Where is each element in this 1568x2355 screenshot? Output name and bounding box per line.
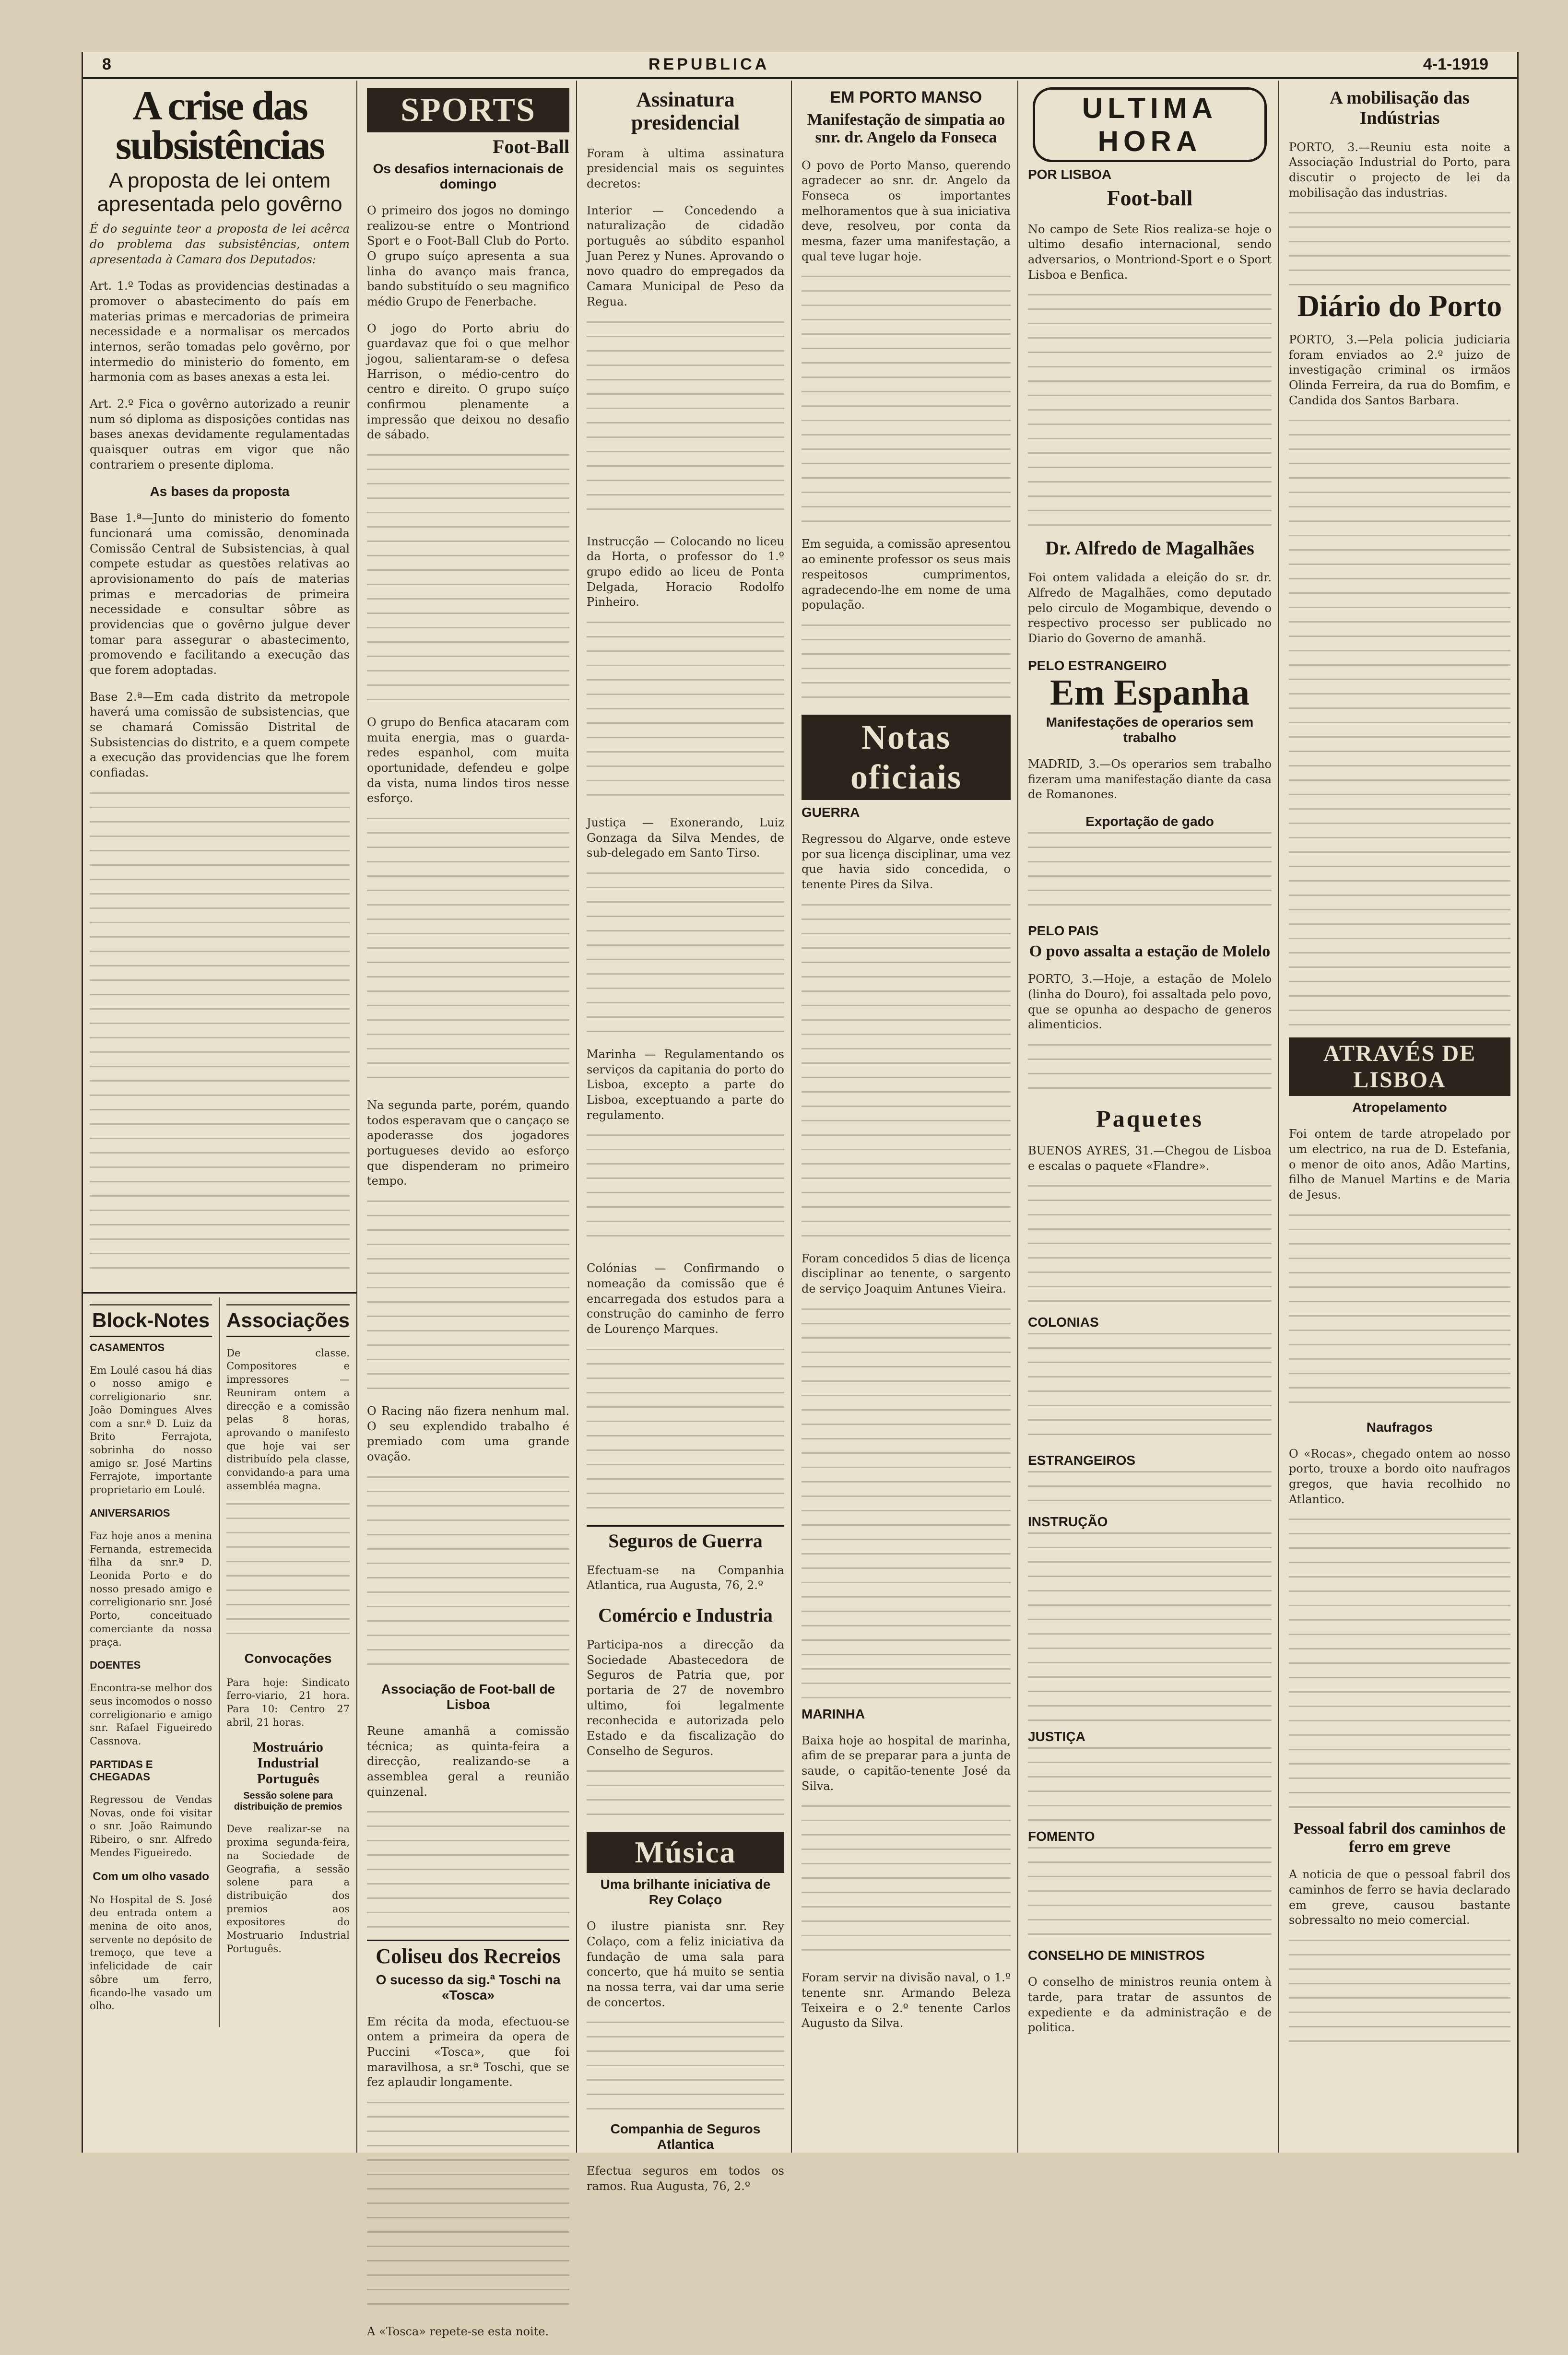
olho-vasado-text: No Hospital de S. José deu entrada ontem a menina de oito anos, servente no depósito de tremoço, que teve a infelicidade de cair sôbre um ferro, ficando-lhe vasado um olho. xyxy=(90,1894,212,2012)
aniversarios-text: Faz hoje anos a menina Fernanda, estremecida filha da snr.ª D. Leonida Porto e do nosso presado amigo e correligionario snr. José Porto, conceituado comerciante da nossa praça. xyxy=(90,1530,212,1648)
coliseu-end: A «Tosca» repete-se esta noite. xyxy=(367,2324,549,2338)
newspaper-page xyxy=(82,52,1519,2338)
column-5 xyxy=(1021,81,1279,2153)
sports-paragraph: O jogo do Porto abriu do guardavaz que foi o que melhor jogou, salientaram-se o defesa Harrison, o médio-centro do centro e direito. O grupo suíço confirmou plenamente a impressão que deixou no desafio de sábado. xyxy=(367,321,569,442)
column-6 xyxy=(1282,81,1517,2153)
text-column-filler xyxy=(1289,1214,1510,1416)
article-paragraph: Base 2.ª—Em cada distrito da metropole haverá uma comissão de subsistencias, que se chamará Comissão Distrital de Subsistencias do distrito, e a quem compete a execução das providencias que lhe forem confiadas. xyxy=(90,690,350,779)
text-column-filler xyxy=(1028,1532,1272,1724)
text-column-filler xyxy=(802,1308,1011,1702)
column-2 xyxy=(360,81,577,2338)
article-paragraph: Base 1.ª—Junto do ministerio do fomento funcionará uma comissão, denominada Comissão Central de Subsistencias, à qual compete estudar as questões relativas ao aprovisionamento do país de materias primas e mercadorias de primeira necessidade e consultar sôbre as providencias que o govêrno julgue dever tomar para assegurar o abastecimento, promovendo e facilitando a execução das que forem adoptadas. xyxy=(90,511,350,677)
text-column-filler xyxy=(1028,1747,1272,1824)
sports-paragraph: O primeiro dos jogos no domingo realizou-se entre o Montriond Sport e o Foot-Ball Club do Porto. O grupo suíço apresenta a sua linha do avanço mais franca, bando substituído o seu magnifico médio Grupo de Fenerbache. xyxy=(367,204,569,309)
atropelamento-text: Foi ontem de tarde atropelado por um electrico, na rua de D. Estefania, o menor de oito anos, Adão Martins, filho de Manuel Martins e de Maria de Jesus. xyxy=(1289,1127,1510,1202)
text-column-filler xyxy=(1028,1044,1272,1102)
assinatura-lead: Foram à ultima assinatura presidencial mais os seguintes decretos: xyxy=(587,146,784,191)
marinha-heading: MARINHA xyxy=(802,1706,865,1721)
doentes-text: Encontra-se melhor dos seus incomodos o nosso correligionario e amigo snr. Rafael Figueiredo Cassnova. xyxy=(90,1682,212,1747)
sports-heading: SPORTS xyxy=(367,88,569,132)
fomento-heading: FOMENTO xyxy=(1028,1829,1095,1844)
text-column-filler xyxy=(1028,294,1272,534)
article-paragraph: Art. 2.º Fica o govêrno autorizado a reunir num só diploma as disposições contidas nas bases anexas devidamente regulamentadas quaisquer outras em vigor que não contrariem o presente diploma. xyxy=(90,397,350,471)
molelo-heading: O povo assalta a estação de Molelo xyxy=(1029,942,1271,960)
musica-subheading: Uma brilhante iniciativa de Rey Colaço xyxy=(600,1877,771,1908)
text-column-filler xyxy=(367,818,569,1086)
sports-paragraph: O Racing não fizera nenhum mal. O seu explendido trabalho é premiado com uma grande ovação. xyxy=(367,1404,569,1464)
text-column-filler xyxy=(226,1503,350,1647)
text-column-filler xyxy=(587,622,784,804)
convocacoes-heading: Convocações xyxy=(244,1650,332,1666)
musica-heading: Música xyxy=(587,1832,784,1873)
estrangeiro-heading: PELO ESTRANGEIRO xyxy=(1028,658,1167,673)
issue-date: 4-1-1919 xyxy=(1423,55,1488,73)
text-column-filler xyxy=(802,624,1011,711)
assinatura-paragraph: Instrucção — Colocando no liceu da Horta, o professor do 1.º grupo edido ao liceu de Ponta Delgada, Horacio Rodolfo Pinheiro. xyxy=(587,534,784,609)
coliseu-heading: Coliseu dos Recreios xyxy=(376,1944,561,1968)
text-column-filler xyxy=(90,792,350,1282)
diario-porto-text: PORTO, 3.—Pela policia judiciaria foram enviados ao 2.º juizo de investigação criminal os irmãos Olinda Ferreira, da rua do Bomfim, e Candida dos Santos Barbara. xyxy=(1289,333,1510,407)
associacoes-heading: Associações xyxy=(226,1304,350,1337)
notas-oficiais-heading: Notas oficiais xyxy=(802,715,1011,800)
text-column-filler xyxy=(1028,1471,1272,1509)
seguros-heading: Seguros de Guerra xyxy=(608,1530,763,1552)
convocacoes-text: Para hoje: Sindicato ferro-viario, 21 hora. Para 10: Centro 27 abril, 21 horas. xyxy=(226,1676,350,1728)
justica-heading: JUSTIÇA xyxy=(1028,1729,1085,1744)
olho-vasado-heading: Com um olho vasado xyxy=(93,1870,209,1883)
text-column-filler xyxy=(1289,1940,1510,2055)
comercio-heading: Comércio e Industria xyxy=(598,1604,773,1626)
musica-text: O ilustre pianista snr. Rey Colaço, com a feliz iniciativa da fundação de uma sala para concerto, que há muito se sentia na nossa terra, vai dar uma serie de concertos. xyxy=(587,1919,784,2009)
headline-crise: A crise das subsistências xyxy=(115,82,324,168)
mobilisacao-heading: A mobilisação das Indústrias xyxy=(1330,88,1470,128)
naufragos-text: O «Rocas», chegado ontem ao nosso porto, trouxe a bordo oito naufragos gregos, que havia recolhido no Atlantico. xyxy=(1289,1447,1510,1506)
guerra-text: Foram concedidos 5 dias de licença disciplinar ao tenente, o sargento de serviço Joaquim Antunes Vieira. xyxy=(802,1251,1011,1295)
masthead xyxy=(83,52,1517,79)
text-column-filler xyxy=(587,1770,784,1828)
column-3 xyxy=(580,81,792,2193)
text-column-filler xyxy=(587,2022,784,2118)
sports-paragraph: Na segunda parte, porém, quando todos esperavam que o cançaço se apoderasse dos jogadores portugueses devido ao esforço que dispenderam no primeiro tempo. xyxy=(367,1098,569,1188)
porto-manso-heading: EM PORTO MANSO xyxy=(830,88,982,106)
porto-manso-subheading: Manifestação de simpatia ao snr. dr. Angelo da Fonseca xyxy=(807,111,1005,147)
por-lisboa-heading: POR LISBOA xyxy=(1028,167,1112,182)
atropelamento-heading: Atropelamento xyxy=(1352,1100,1447,1115)
subheadline-proposta: A proposta de lei ontem apresentada pelo govêrno xyxy=(97,169,342,216)
assinatura-paragraph: Colónias — Confirmando o nomeação da comissão que é encarregada dos estudos para a construção do caminho de ferro de Lourenço Marques. xyxy=(587,1261,784,1336)
football-heading: Foot-Ball xyxy=(493,136,569,157)
section-heading: As bases da proposta xyxy=(150,484,290,499)
assinatura-paragraph: Marinha — Regulamentando os serviços da capitania do porto do Lisboa, excepto a parte do Lisboa, exceptuando a parte do regulamento. xyxy=(587,1047,784,1122)
text-column-filler xyxy=(367,1476,569,1678)
text-column-filler xyxy=(587,872,784,1036)
text-column-filler xyxy=(1028,832,1272,918)
espanha-subheading: Manifestações de operarios sem trabalho xyxy=(1046,714,1254,745)
assinatura-heading: Assinatura presidencial xyxy=(631,88,740,135)
text-column-filler xyxy=(587,321,784,523)
porto-manso-paragraph: Em seguida, a comissão apresentou ao eminente professor os seus mais respeitosos cumprimentos, agradecendo-lhe em nome de uma população. xyxy=(802,537,1011,612)
guerra-text: Regressou do Algarve, onde esteve por sua licença disciplinar, uma vez que havia sido concedida, o tenente Pires da Silva. xyxy=(802,832,1011,891)
text-column-filler xyxy=(1289,420,1510,1034)
text-column-filler xyxy=(1028,1333,1272,1448)
assinatura-paragraph: Justiça — Exonerando, Luiz Gonzaga da Silva Mendes, de sub-delegado em Santo Tirso. xyxy=(587,815,784,860)
associacoes-text: De classe. Compositores e impressores — Reuniram ontem a direcção e a comissão pelas 8 horas, aprovando o manifesto que hoje vai ser distribuído pela classe, convidando-a para uma assembléa magna. xyxy=(226,1347,350,1492)
text-column-filler xyxy=(1028,1847,1272,1943)
seguros-text: Efectuam-se na Companhia Atlantica, rua Augusta, 76, 2.º xyxy=(587,1563,784,1592)
text-column-filler xyxy=(587,1349,784,1521)
guerra-heading: GUERRA xyxy=(802,804,860,820)
text-column-filler xyxy=(802,1805,1011,1959)
text-column-filler xyxy=(1289,212,1510,289)
article-lead: É do seguinte teor a proposta de lei acêrca do problema das subsistências, ontem apresentada à Camara dos Deputados: xyxy=(90,222,350,266)
football-text: No campo de Sete Rios realiza-se hoje o ultimo desafio internacional, sendo adversarios, o Montriond-Sport e o Sport Lisboa e Benfica. xyxy=(1028,222,1272,282)
espanha-heading: Em Espanha xyxy=(1049,672,1250,713)
naufragos-heading: Naufragos xyxy=(1366,1419,1433,1435)
assinatura-paragraph: Interior — Concedendo a naturalização de cidadão português ao súbdito espanhol Juan Perez y Nunes. Aprovando o novo quadro do empregados da Camara Municipal de Peso da Regua. xyxy=(587,203,784,308)
text-column-filler xyxy=(802,904,1011,1240)
assoc-football-heading: Associação de Foot-ball de Lisboa xyxy=(381,1681,555,1712)
text-column-filler xyxy=(802,276,1011,525)
doentes-heading: DOENTES xyxy=(90,1659,141,1672)
text-column-filler xyxy=(367,1811,569,1936)
pessoal-fabril-text: A noticia de que o pessoal fabril dos caminhos de ferro se havia declarado em greve, causou bastante sobressalto no meio comercial. xyxy=(1289,1868,1510,1927)
column-1 xyxy=(83,81,357,2153)
paquetes-heading: Paquetes xyxy=(1096,1105,1203,1132)
molelo-text: PORTO, 3.—Hoje, a estação de Molelo (linha do Douro), foi assaltada pelo povo, que se opunha ao despacho de generos alimenticios. xyxy=(1028,972,1272,1032)
football-subheading: Os desafios internacionais de domingo xyxy=(373,161,564,191)
text-column-filler xyxy=(1289,1519,1510,1816)
text-column-filler xyxy=(367,2102,569,2313)
dr-alfredo-text: Foi ontem validada a eleição do sr. dr. Alfredo de Magalhães, como deputado pelo circulo de Mogambique, devendo o respectivo processo ser publicado no Diario do Governo de amanhã. xyxy=(1028,571,1272,645)
dr-alfredo-heading: Dr. Alfredo de Magalhães xyxy=(1045,537,1254,559)
article-paragraph: Art. 1.º Todas as providencias destinadas a promover o abastecimento do país em materias primas e mercadorias de primeira necessidade e a normalisar os mercados internos, serão tomadas pelo govêrno, por intermedio do ministerio do fomento, em harmonia com as bases anexas a esta lei. xyxy=(90,279,350,384)
marinha-text: Baixa hoje ao hospital de marinha, afim de se preparar para a junta de saude, o capitão-tenente José da Silva. xyxy=(802,1733,1011,1793)
partidas-heading: PARTIDAS E CHEGADAS xyxy=(90,1758,153,1783)
block-notes-heading: Block-Notes xyxy=(90,1304,212,1337)
companhia-heading: Companhia de Seguros Atlantica xyxy=(610,2121,761,2152)
ultima-hora-heading: ULTIMA HORA xyxy=(1033,87,1267,162)
text-column-filler xyxy=(587,1134,784,1249)
colonias-heading: COLONIAS xyxy=(1028,1315,1099,1330)
conselho-heading: CONSELHO DE MINISTROS xyxy=(1028,1948,1205,1963)
espanha-text: MADRID, 3.—Os operarios sem trabalho fizeram uma manifestação diante da casa de Romanones. xyxy=(1028,757,1272,801)
companhia-text: Efectua seguros em todos os ramos. Rua Augusta, 76, 2.º xyxy=(587,2164,784,2193)
paquetes-text: BUENOS AYRES, 31.—Chegou de Lisboa e escalas o paquete «Flandre». xyxy=(1028,1143,1272,1173)
column-4 xyxy=(795,81,1018,2153)
coliseu-subheading: O sucesso da sig.ª Toschi na «Tosca» xyxy=(376,1972,561,2002)
assoc-football-text: Reune amanhã a comissão técnica; as quinta-feira a direcção, realizando-se a assemblea geral a reunião quinzenal. xyxy=(367,1724,569,1799)
text-column-filler xyxy=(367,454,569,704)
marinha-text: Foram servir na divisão naval, o 1.º tenente snr. Armando Beleza Teixeira e o 2.º tenente Carlos Augusto da Silva. xyxy=(802,1971,1011,2030)
atraves-lisboa-heading: ATRAVÉS DE LISBOA xyxy=(1289,1037,1510,1096)
mostruario-heading: Mostruário Industrial Português xyxy=(253,1739,323,1787)
comercio-text: Participa-nos a direcção da Sociedade Abastecedora de Seguros de Patria que, por portaria de 27 de novembro ultimo, foi legalmente reconhecida e autorizada pelo Estado e da fiscalização do Conselho de Seguros. xyxy=(587,1637,784,1758)
porto-manso-paragraph: O povo de Porto Manso, querendo agradecer ao snr. dr. Angelo da Fonseca os importantes melhoramentos que à sua iniciativa deve, resolveu, por conta da mesma, fazer uma manifestação, a qual teve lugar hoje. xyxy=(802,158,1011,263)
aniversarios-heading: ANIVERSARIOS xyxy=(90,1507,170,1519)
newspaper-name: REPUBLICA xyxy=(648,55,770,73)
diario-porto-heading: Diário do Porto xyxy=(1297,289,1502,323)
coliseu-text: Em récita da moda, efectuou-se ontem a primeira da opera de Puccini «Tosca», que foi maravilhosa, a sr.ª Toschi, que se fez aplaudir longamente. xyxy=(367,2014,569,2089)
pelo-pais-heading: PELO PAIS xyxy=(1028,923,1099,938)
casamentos-heading: CASAMENTOS xyxy=(90,1341,165,1354)
mostruario-subheading: Sessão solene para distribuição de premios xyxy=(234,1790,342,1813)
mobilisacao-text: PORTO, 3.—Reuniu esta noite a Associação Industrial do Porto, para discutir o projecto de lei da mobilisação das industrias. xyxy=(1289,140,1510,200)
football-heading: Foot-ball xyxy=(1107,186,1193,210)
instrucao-heading: INSTRUÇÃO xyxy=(1028,1514,1108,1530)
casamentos-text: Em Loulé casou há dias o nosso amigo e correligionario snr. João Domingues Alves com a snr.ª D. Luiz da Brito Ferrajota, sobrinha do nosso amigo sr. José Martins Ferrajote, importante proprietario em Loulé. xyxy=(90,1364,212,1496)
mostruario-text: Deve realizar-se na proxima segunda-feira, na Sociedade de Geografia, a sessão solene para a distribuição dos premios aos expositores do Mostruario Industrial Português. xyxy=(226,1823,350,1955)
estrangeiros-heading: ESTRANGEIROS xyxy=(1028,1453,1136,1468)
text-column-filler xyxy=(1028,1185,1272,1310)
text-column-filler xyxy=(367,1201,569,1392)
page-number: 8 xyxy=(102,55,111,73)
sports-paragraph: O grupo do Benfica atacaram com muita energia, mas o guarda-redes espanhol, com muita oportunidade, defendeu e golpe da vista, numa lindos tiros nesse esforço. xyxy=(367,716,569,805)
pessoal-fabril-heading: Pessoal fabril dos caminhos de ferro em greve xyxy=(1293,1820,1506,1856)
conselho-text: O conselho de ministros reunia ontem à tarde, para tratar de assuntos de expediente e da administração e de politica. xyxy=(1028,1975,1272,2035)
gado-heading: Exportação de gado xyxy=(1085,813,1214,829)
partidas-text: Regressou de Vendas Novas, onde foi visitar o snr. João Raimundo Ribeiro, o snr. Alfredo Mendes Figueiredo. xyxy=(90,1793,212,1859)
